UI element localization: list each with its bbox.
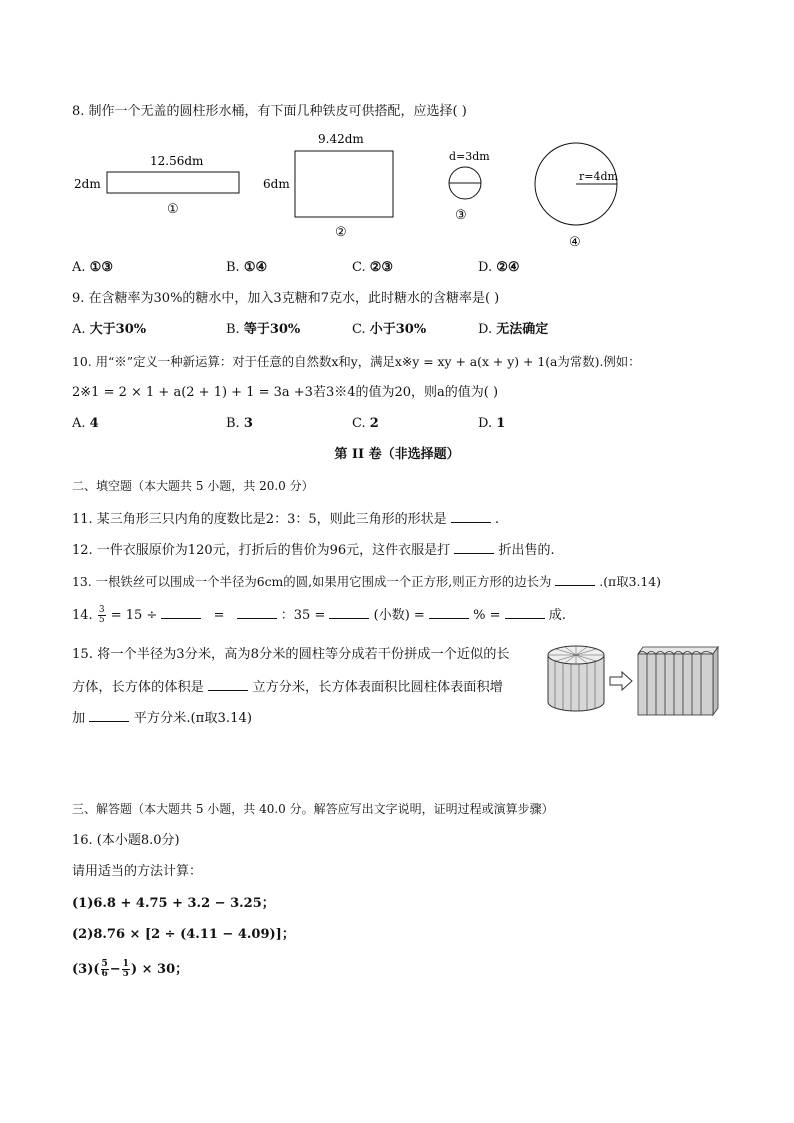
figure-1-width-label: 12.56dm [150,154,204,168]
q15-text-b: 立方分米，长方体表面积比圆柱体表面积增 [252,680,503,695]
q9-option-c[interactable]: C. 小于30% [352,322,427,337]
q15-line2 [72,676,503,698]
q16-expression-3 [72,960,188,980]
q14-part2: = [213,608,225,623]
q10-option-a[interactable]: A. 4 [72,416,99,431]
q14-blank-4[interactable] [429,604,469,619]
q12-end: 折出售的. [498,543,555,558]
q14-part5: % = [473,608,501,623]
q16-e3-den-2: 5 [122,969,129,979]
q16-e3-num-2: 1 [122,959,129,969]
section-2-heading: 二、填空题（本大题共 5 小题，共 20.0 分） [72,479,314,493]
figure-2-width-label: 9.42dm [318,132,364,146]
figure-1-rectangle [70,150,250,220]
q16-e3-den-1: 6 [101,969,108,979]
q14-number: 14. [72,608,93,623]
q16-expression-2: (2)8.76 × [2 ÷ (4.11 − 4.09)]； [72,927,295,942]
q8-option-b[interactable]: B. ①④ [226,260,268,275]
figure-2-svg [258,128,408,246]
q11 [72,508,499,530]
q14-blank-5[interactable] [505,604,545,619]
q16-e3-num-1: 5 [101,959,108,969]
q10-option-c[interactable]: C. 2 [352,416,379,431]
q14-fraction [98,606,106,625]
q15-figure [546,640,726,720]
q16-title: 16. (本小题8.0分) [72,833,180,848]
q13-answer-blank[interactable] [555,571,595,586]
cuboid-shape [638,647,718,715]
q16-e3-suffix: ) × 30； [130,962,189,977]
figure-2-height-label: 6dm [263,177,290,191]
q9-option-d[interactable]: D. 无法确定 [478,322,549,337]
q11-end: . [494,512,500,527]
figure-3-small-circle [440,145,500,225]
q15-line3 [72,707,252,729]
q15-text-a: 方体，长方体的体积是 [72,680,204,695]
q12 [72,539,555,561]
q10-stem-line2: 2※1 = 2 × 1 + a(2 + 1) + 1 = 3a +3若3※4的值为20，则a的值为( ) [72,385,499,400]
figure-1-height-label: 2dm [74,177,101,191]
q10-stem-line1: 10. 用“※”定义一种新运算：对于任意的自然数x和y，满足x※y = xy + a(x + y) + 1(a为常数).例如： [72,354,641,369]
q8-option-c[interactable]: C. ②③ [352,260,394,275]
q8-stem: 8. 制作一个无盖的圆柱形水桶，有下面几种铁皮可供搭配，应选择( ) [72,104,467,119]
q12-text: 12. 一件衣服原价为120元，打折后的售价为96元，这件衣服是打 [72,543,451,558]
q14-fraction-numerator: 3 [98,605,105,615]
q14-part1: = 15 ÷ [110,608,158,623]
q15-text-c: 加 [72,711,86,726]
q14-blank-2[interactable] [237,604,277,619]
q16-e3-minus: − [109,962,121,977]
q14 [72,604,566,626]
q15-answer-blank-1[interactable] [208,676,248,691]
q8-option-d[interactable]: D. ②④ [478,260,520,275]
figure-1-svg [70,150,250,220]
q16-e3-fraction-1 [101,960,109,979]
q13 [72,571,661,592]
figure-1-number: ① [167,202,179,217]
q16-e3-prefix: (3)( [72,962,100,977]
arrow-icon [610,672,632,690]
q15-figure-svg [546,640,726,720]
q9-option-b[interactable]: B. 等于30% [226,322,301,337]
q15-answer-blank-2[interactable] [89,707,129,722]
figure-4-radius-label: r=4dm [579,170,618,183]
section-3-heading: 三、解答题（本大题共 5 小题，共 40.0 分。解答应写出文字说明，证明过程或演算步骤） [72,802,554,816]
q14-part4: (小数) = [373,608,425,623]
figure-3-diameter-label: d=3dm [449,150,490,163]
figure-2-rectangle [258,128,408,246]
q14-blank-1[interactable] [161,604,201,619]
figure-4-number: ④ [569,235,581,250]
q8-option-a[interactable]: A. ①③ [72,260,113,275]
figure-3-number: ③ [455,208,467,223]
figure-4-svg [530,138,630,253]
q16-e3-fraction-2 [122,960,130,979]
q13-end: .(π取3.14) [599,574,662,589]
q13-text: 13. 一根铁丝可以围成一个半径为6cm的圆,如果用它围成一个正方形,则正方形的边长为 [72,574,552,589]
q11-text: 11. 某三角形三只内角的度数比是2：3：5，则此三角形的形状是 [72,512,447,527]
figure-2-number: ② [335,225,347,240]
q11-answer-blank[interactable] [451,508,491,523]
q10-option-b[interactable]: B. 3 [226,416,253,431]
q12-answer-blank[interactable] [454,539,494,554]
figure-4-large-circle [530,138,630,253]
q14-part6: 成. [548,608,566,623]
q9-stem: 9. 在含糖率为30%的糖水中，加入3克糖和7克水，此时糖水的含糖率是( ) [72,291,500,306]
q15-text-d: 平方分米.(π取3.14) [133,711,253,726]
cylinder-shape [548,646,604,711]
q16-expression-1: (1)6.8 + 4.75 + 3.2 − 3.25； [72,896,275,911]
q9-option-a[interactable]: A. 大于30% [72,322,147,337]
q14-fraction-denominator: 5 [98,615,105,625]
part-2-title: 第 II 卷（非选择题） [334,447,460,462]
q10-option-d[interactable]: D. 1 [478,416,506,431]
q14-blank-3[interactable] [329,604,369,619]
q15-line1: 15. 将一个半径为3分米，高为8分米的圆柱等分成若干份拼成一个近似的长 [72,647,510,662]
q16-intro: 请用适当的方法计算： [72,864,203,879]
figure-3-svg [440,145,500,225]
q14-part3: ：35 = [280,608,326,623]
